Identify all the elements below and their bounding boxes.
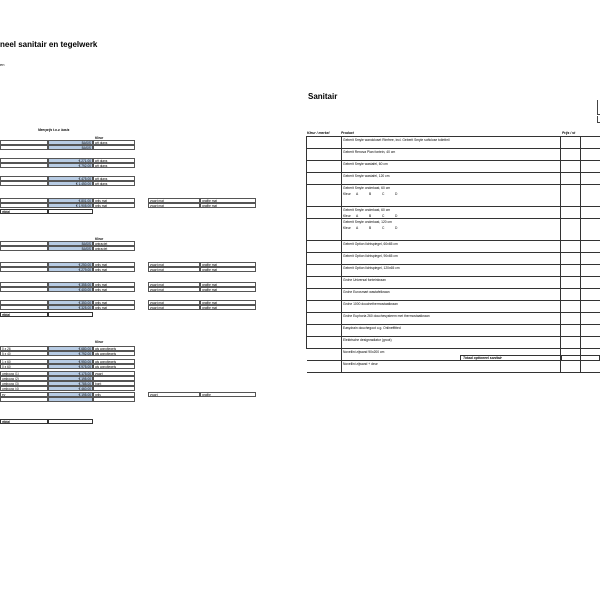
total-sanitair-label: Totaal optioneel sanitair: [463, 356, 502, 360]
price-input[interactable]: [561, 137, 581, 148]
kleur-option[interactable]: B: [369, 192, 372, 196]
price-input[interactable]: [561, 361, 581, 372]
table-row: [307, 301, 600, 313]
kleur-option[interactable]: C: [382, 192, 385, 196]
kleur-option[interactable]: D: [395, 192, 398, 196]
row-label: [0, 246, 48, 251]
product-cell: [341, 185, 561, 206]
kleur-option-cell[interactable]: zwart mat: [148, 262, 200, 267]
kleur-cell[interactable]: wit glans: [93, 140, 135, 145]
table-row: [307, 361, 600, 373]
kleur-cell[interactable]: grijs mat: [93, 305, 135, 310]
price-input[interactable]: [561, 337, 581, 348]
price-cell: € 355,00: [48, 282, 93, 287]
price-cell: € 950,00: [48, 359, 93, 364]
price-input[interactable]: [561, 265, 581, 276]
kleur-option-cell[interactable]: grafite mat: [200, 203, 256, 208]
product-name: Novellini zijwand + deur: [343, 362, 378, 366]
product-name: Elektrische designradiator (groot): [343, 338, 392, 342]
price-input[interactable]: [561, 301, 581, 312]
price-cell: € 975,00: [48, 364, 93, 369]
page-title: neel sanitair en tegelwerk: [0, 40, 98, 49]
kleur-options: [343, 214, 560, 218]
product-cell: [341, 313, 561, 324]
table-row: [307, 337, 600, 349]
kleur-options: [343, 226, 560, 230]
kleur-option-cell[interactable]: zwart mat: [148, 300, 200, 305]
kleur-cell[interactable]: als wandtegels: [93, 351, 135, 356]
subtotal-label: rtbtal: [0, 419, 48, 424]
product-name: Geberit Option lichtspiegel, 90x65 cm: [343, 254, 398, 258]
kleur-cell[interactable]: [93, 397, 135, 402]
price-cell: BASIS: [48, 246, 93, 251]
price-input[interactable]: [561, 313, 581, 324]
kleur-option-cell[interactable]: grafite mat: [200, 305, 256, 310]
header-prijs: Prijs / st: [562, 131, 576, 135]
row-label: 1 x 60: [0, 359, 48, 364]
product-name: Geberit Option lichtspiegel, 60x65 cm: [343, 242, 398, 246]
price-input[interactable]: [561, 207, 581, 218]
kleur-label: Kleur: [343, 214, 351, 218]
price-cell: € 792,00: [48, 351, 93, 356]
kleur-option[interactable]: B: [369, 214, 372, 218]
row-label: 0 x 26: [0, 346, 48, 351]
price-input[interactable]: [561, 277, 581, 288]
product-cell: [341, 137, 561, 148]
table-row: [307, 277, 600, 289]
price-input[interactable]: [561, 289, 581, 300]
kleur-cell[interactable]: grijs: [93, 392, 135, 397]
product-name: Easydrain douchegoot o.g. Onlineffitted: [343, 326, 401, 330]
product-cell: [341, 253, 561, 264]
row-label: [0, 163, 48, 168]
kleur-cell[interactable]: grijs mat: [93, 267, 135, 272]
row-label: [0, 203, 48, 208]
product-cell: [341, 219, 561, 240]
product-cell: [341, 207, 561, 218]
product-name: Grohe Eurosmart wastafelkraan: [343, 290, 390, 294]
table-row: [307, 149, 600, 161]
table-row: [307, 313, 600, 325]
row-label: [0, 181, 48, 186]
product-name: Grohe Euphoria 260 douchesysteem met thermostaatkraan: [343, 314, 430, 318]
price-cell: BASIS: [48, 140, 93, 145]
kleur-option-cell[interactable]: zwart mat: [148, 305, 200, 310]
kleur-cell[interactable]: [93, 386, 135, 391]
kleur-options: [343, 192, 560, 196]
price-cell: € 279,00: [48, 267, 93, 272]
product-cell: [341, 277, 561, 288]
price-input[interactable]: [561, 161, 581, 172]
product-name: Grohe 1000 douchethermostaatkraan: [343, 302, 398, 306]
price-cell: € 195,00: [48, 392, 93, 397]
kleur-option[interactable]: A: [356, 226, 359, 230]
kleur-cell[interactable]: als wandtegels: [93, 359, 135, 364]
price-cell: € 350,00: [48, 300, 93, 305]
table-row: [307, 325, 600, 337]
product-cell: [341, 161, 561, 172]
row-label: 0 x 60: [0, 364, 48, 369]
product-cell: [341, 361, 561, 372]
table-row: [307, 241, 600, 253]
kleur-option-cell[interactable]: zwart mat: [148, 287, 200, 292]
price-cell: € 1.450,00: [48, 181, 93, 186]
product-name: Geberit Smyle wastafel, 60 cm: [343, 162, 388, 166]
kleur-label: Kleur: [343, 192, 351, 196]
table-row: [307, 289, 600, 301]
total-sanitair-row: [460, 355, 600, 361]
price-input[interactable]: [561, 219, 581, 240]
price-cell: € 400,00: [48, 287, 93, 292]
table-row: [307, 265, 600, 277]
price-cell: € 475,00: [48, 176, 93, 181]
price-input[interactable]: [561, 149, 581, 160]
kleur-option-cell[interactable]: zwart mat: [148, 198, 200, 203]
kleur-option[interactable]: C: [382, 226, 385, 230]
product-name: Geberit Renova Plan fontein, 40 cm: [343, 150, 396, 154]
kleur-option[interactable]: A: [356, 214, 359, 218]
subtotal-value[interactable]: [48, 312, 93, 317]
kleur-cell[interactable]: bont: [93, 381, 135, 386]
kleur-option-cell[interactable]: zwart: [148, 392, 200, 397]
price-cell: € 801,00: [48, 198, 93, 203]
subtotal-label: rtbtal: [0, 312, 48, 317]
price-input[interactable]: [561, 253, 581, 264]
kleur-option[interactable]: C: [382, 214, 385, 218]
kleur-cell[interactable]: wit glans: [93, 181, 135, 186]
total-sanitair-value[interactable]: [561, 356, 581, 360]
kleur-cell[interactable]: grijs mat: [93, 287, 135, 292]
kleur-option-cell[interactable]: grafite mat: [200, 262, 256, 267]
price-input[interactable]: [561, 185, 581, 206]
product-name: Novellini zijwand 90x200 cm: [343, 350, 385, 354]
page-subtitle: en: [0, 62, 5, 67]
price-cell: [48, 397, 93, 402]
product-cell: [341, 241, 561, 252]
subtotal-label: rtbtal: [0, 209, 48, 214]
price-cell: € 680,00: [48, 346, 93, 351]
header-product: Product: [341, 131, 354, 135]
kleur-option-cell[interactable]: grafite mat: [200, 198, 256, 203]
price-cell: € 785,00: [48, 381, 93, 386]
price-cell: € 1.905,00: [48, 203, 93, 208]
kleur-option-cell[interactable]: grafite mat: [200, 282, 256, 287]
header-meerprijs: Meerprijs t.o.v. basis: [38, 128, 70, 132]
kleur-cell[interactable]: grijs mat: [93, 262, 135, 267]
kleur-option-cell[interactable]: grafite mat: [200, 287, 256, 292]
kleur-cell[interactable]: grijs mat: [93, 282, 135, 287]
kleur-option-cell[interactable]: grafite mat: [200, 267, 256, 272]
subtotal-value[interactable]: [48, 209, 93, 214]
row-label: ev: [0, 392, 48, 397]
kleur-label: Kleur: [343, 226, 351, 230]
kleur-cell[interactable]: als wandtegels: [93, 346, 135, 351]
subtotal-value[interactable]: [48, 419, 93, 424]
table-row: [307, 219, 600, 241]
kleur-option-cell[interactable]: grafite mat: [200, 300, 256, 305]
kleur-cell[interactable]: wit glans: [93, 158, 135, 163]
row-label: ombouw (1): [0, 371, 48, 376]
row-label: [0, 267, 48, 272]
price-cell: € 271,00: [48, 158, 93, 163]
kleur-option[interactable]: B: [369, 226, 372, 230]
kleur-cell[interactable]: grijs mat: [93, 203, 135, 208]
sanitair-title: Sanitair: [308, 92, 338, 101]
kleur-cell[interactable]: wit glans: [93, 176, 135, 181]
product-name: Geberit Smyle onderkast, 120 cm: [343, 220, 392, 224]
kleur-cell[interactable]: zwart: [93, 371, 135, 376]
kleur-option-cell[interactable]: zwart mat: [148, 282, 200, 287]
row-label: [0, 397, 48, 402]
price-input[interactable]: [561, 241, 581, 252]
table-row: [307, 185, 600, 207]
price-input[interactable]: [561, 325, 581, 336]
product-cell: [341, 301, 561, 312]
price-cell: € 792,00: [48, 163, 93, 168]
row-label: [0, 287, 48, 292]
price-cell: BASIS: [48, 145, 93, 150]
product-cell: [341, 149, 561, 160]
row-label: ombouw (2): [0, 376, 48, 381]
kleur-cell[interactable]: wit glans: [93, 163, 135, 168]
kleur-cell[interactable]: [93, 145, 135, 150]
product-cell: [341, 289, 561, 300]
price-cell: € 250,00: [48, 262, 93, 267]
product-name: Geberit Smyle wastafel, 120 cm: [343, 174, 390, 178]
table-row: [307, 137, 600, 149]
row-label: [0, 145, 48, 150]
product-cell: [341, 265, 561, 276]
kleur-cell[interactable]: antraciet: [93, 241, 135, 246]
product-name: Geberit Smyle wandcloset Rimfree, incl. Geberit Smyle softclose toiletbril: [343, 138, 450, 142]
kleur-option-cell[interactable]: zwart mat: [148, 203, 200, 208]
product-cell: [341, 325, 561, 336]
price-cell: € 175,00: [48, 371, 93, 376]
product-name: Geberit Smyle onderkast, 60 cm: [343, 208, 391, 212]
product-name: Grohe Universal fonteinkraan: [343, 278, 386, 282]
price-cell: € 195,00: [48, 376, 93, 381]
kleur-cell[interactable]: grijs mat: [93, 198, 135, 203]
price-cell: € 460,00: [48, 386, 93, 391]
kleur-option-cell[interactable]: zwart mat: [148, 267, 200, 272]
kleur-option[interactable]: A: [356, 192, 359, 196]
price-cell: € 325,00: [48, 305, 93, 310]
product-name: Geberit Option lichtspiegel, 120x65 cm: [343, 266, 400, 270]
header-kleur-merkel: Kleur / merkel: [307, 131, 330, 135]
row-label: [0, 305, 48, 310]
kleur-cell[interactable]: grijs mat: [93, 300, 135, 305]
price-cell: BASIS: [48, 241, 93, 246]
table-row: [307, 207, 600, 219]
kleur-option[interactable]: D: [395, 226, 398, 230]
kleur-cell[interactable]: antraciet: [93, 246, 135, 251]
row-label: 5 x 40: [0, 351, 48, 356]
row-label: ombouw (4): [0, 386, 48, 391]
product-name: Geberit Smyle onderkast, 60 cm: [343, 186, 391, 190]
kleur-option-cell[interactable]: grafite: [200, 392, 256, 397]
header-kleur-2: Kleur: [95, 237, 104, 241]
kleur-cell[interactable]: als wandtegels: [93, 364, 135, 369]
table-row: [307, 161, 600, 173]
header-kleur-1: Kleur: [95, 136, 104, 140]
table-row: [307, 173, 600, 185]
kleur-option[interactable]: D: [395, 214, 398, 218]
price-input[interactable]: [561, 173, 581, 184]
product-cell: [341, 337, 561, 348]
table-row: [307, 253, 600, 265]
row-label: ombouw (3): [0, 381, 48, 386]
product-cell: [341, 173, 561, 184]
header-kleur-3: Kleur: [95, 340, 104, 344]
